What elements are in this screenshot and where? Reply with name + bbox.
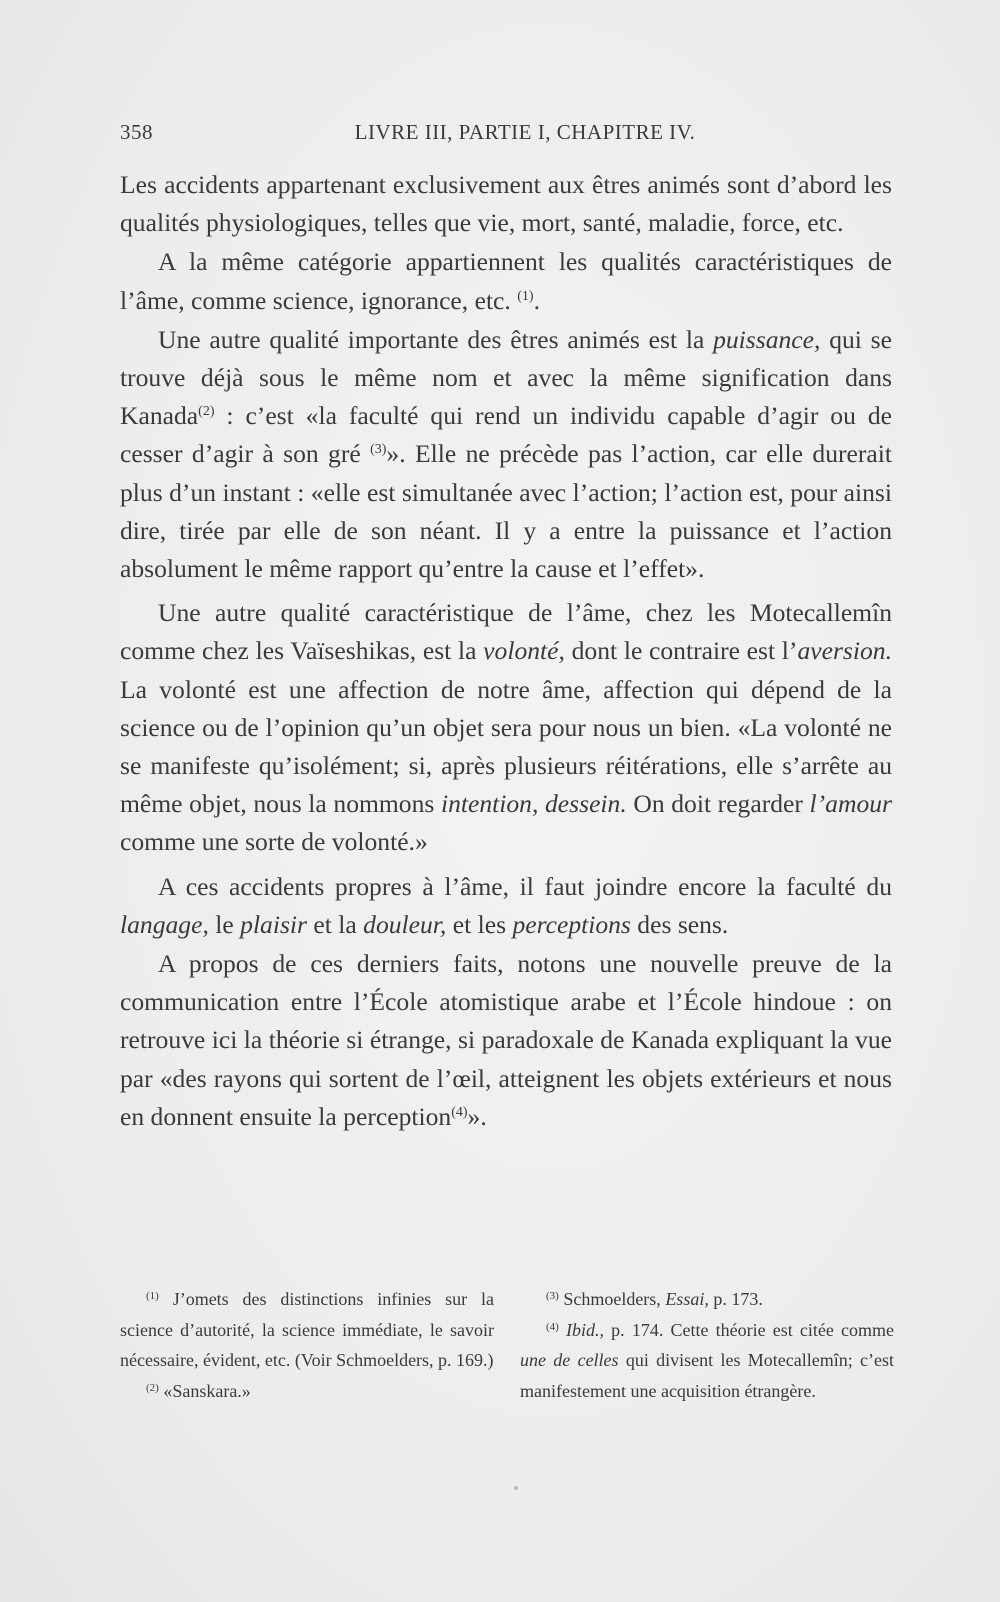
footnote-mark-3: (3) [546, 1290, 559, 1302]
footnote-ref-4[interactable]: (4) [451, 1104, 468, 1120]
italic-term: volonté, [483, 636, 565, 666]
italic-term: aversion. [797, 636, 892, 666]
footnote-column-left [120, 1284, 494, 1406]
italic-term: intention, dessein. [440, 789, 627, 819]
running-head [120, 120, 880, 150]
paragraph-2: A la même catégorie appartiennent les qualités caractéristiques de l’âme, comme science, ignorance, etc. $^{(1)}$. [120, 247, 892, 315]
footnote-column-right [520, 1284, 894, 1406]
footnote-mark-4: (4) [546, 1320, 559, 1333]
paragraph-6: A propos de ces derniers faits, notons une nouvelle preuve de la communication entre l’École atomistique arabe et l’École hindoue : on retrouve ici la théorie si étrange, si paradoxale de Kanada expliquant la vue par «des rayons qui sortent de l’œil, atteignent les objets extérieurs et nous en donnent ensuite la perception$^{(4)}$». [120, 949, 892, 1131]
paragraph-1: Les accidents appartenant exclusivement aux êtres animés sont d’abord les qualités physiologiques, telles que vie, mort, santé, maladie, force, etc. [120, 170, 892, 238]
footnote-ref-3[interactable]: (3) [370, 442, 387, 458]
italic-term: perceptions [512, 909, 631, 939]
footnote-mark-1: (1) [146, 1290, 159, 1302]
italic-term: l’amour [809, 789, 893, 819]
footnote-1: $^{(1)}$ J’omets des distinctions infinies sur la science d’autorité, la science immédiate, le savoir nécessaire, évident, etc. (Voir Schmoelders, p. 169.) [120, 1289, 494, 1370]
footnote-3: $^{(3)}$ Schmoelders, Essai, p. 173. [546, 1289, 763, 1309]
footnote-4: $^{(4)}$ Ibid., p. 174. Cette théorie est citée comme une de celles qui divisent les Motecallemîn; c’est manifestement une acquisition étrangère. [520, 1319, 895, 1401]
italic-term: douleur, [363, 909, 447, 939]
body-text [120, 166, 892, 1136]
italic-term: plaisir [240, 909, 307, 939]
italic-term: puissance, [713, 324, 821, 354]
footnote-ref-1[interactable]: (1) [517, 288, 534, 304]
paragraph-5: A ces accidents propres à l’âme, il faut joindre encore la faculté du langage, le plaisir et la douleur, et les perceptions des sens. [120, 871, 892, 939]
italic-term: langage, [120, 909, 209, 939]
paragraph-3: Une autre qualité importante des êtres animés est la puissance, qui se trouve déjà sous le même nom et avec la même signification dans Kanada$^{(2)}$ : c’est «la faculté qui rend un individu capable d’agir ou de cesser d’agir à son gré $^{(3)}$». Elle ne précède pas l’action, car elle durerait plus d’un instant : «elle est simultanée avec l’action; l’action est, pour ainsi dire, tirée par elle de son néant. Il y a entre la puissance et l’action absolument le même rapport qu’entre la cause et l’effet». [120, 324, 892, 584]
running-title: LIVRE III, PARTIE I, CHAPITRE IV. [354, 120, 696, 144]
page-number: 358 [120, 120, 153, 144]
footnote-2: $^{(2)}$ «Sanskara.» [146, 1380, 251, 1401]
footnote-mark-2: (2) [146, 1381, 159, 1394]
footnote-ref-2[interactable]: (2) [198, 404, 215, 420]
paragraph-4: Une autre qualité caractéristique de l’âme, chez les Motecallemîn comme chez les Vaïseshikas, est la volonté, dont le contraire est l’aversion. La volonté est une affection de notre âme, affection qui dépend de la science ou de l’opinion qu’un objet sera pour nous un bien. «La volonté ne se manifeste qu’isolément; si, après plusieurs réitérations, elle s’arrête au même objet, nous la nommons intention, dessein. On doit regarder l’amour comme une sorte de volonté.» [120, 598, 893, 857]
paper-speck [514, 1486, 518, 1490]
